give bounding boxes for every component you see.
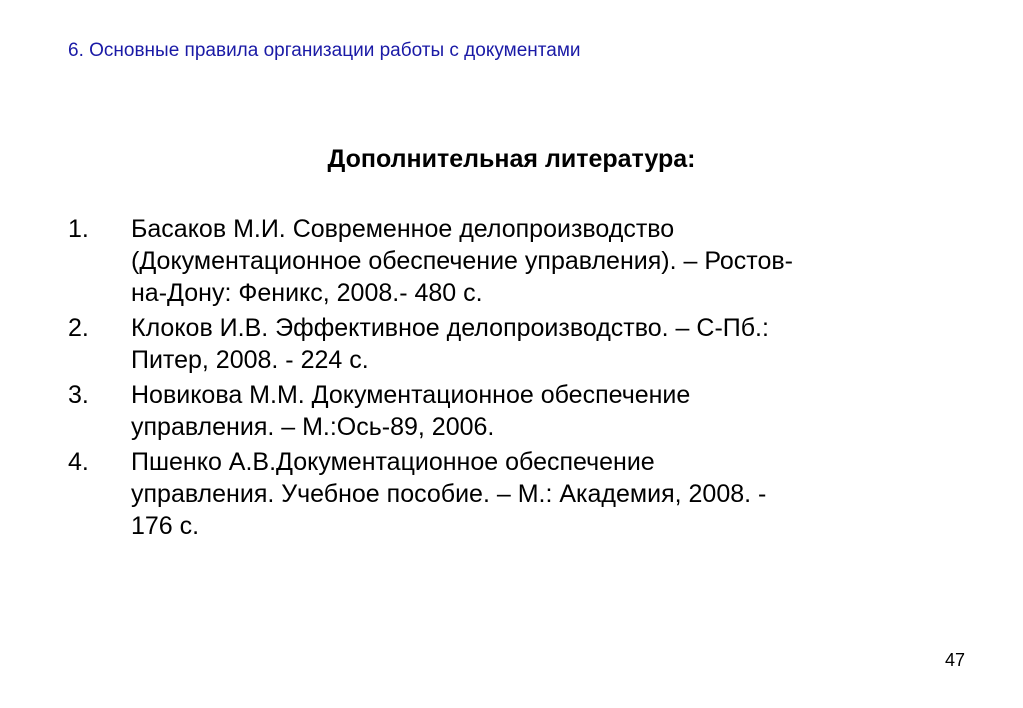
reference-line: Клоков И.В. Эффективное делопроизводство. – С-Пб.:: [131, 314, 769, 342]
reference-line: Новикова М.М. Документационное обеспечение: [131, 381, 691, 409]
reference-item: [68, 379, 968, 443]
slide-header-title: 6. Основные правила организации работы с документами: [68, 40, 581, 61]
reference-line: Басаков М.И. Современное делопроизводство: [131, 215, 675, 243]
reference-line: на-Дону: Феникс, 2008.- 480 с.: [131, 279, 483, 307]
reference-line: управления. – М.:Ось-89, 2006.: [131, 413, 495, 441]
reference-item: [68, 312, 968, 376]
reference-number: 3.: [68, 381, 89, 409]
reference-item: [68, 446, 968, 542]
reference-text: [131, 379, 966, 443]
reference-line: управления. Учебное пособие. – М.: Академия, 2008. -: [131, 480, 767, 508]
section-title: Дополнительная литература:: [327, 145, 696, 173]
reference-line: Пшенко А.В.Документационное обеспечение: [131, 448, 655, 476]
reference-text: [131, 213, 966, 309]
reference-number: 2.: [68, 314, 89, 342]
page-number: 47: [944, 650, 965, 670]
reference-number: 4.: [68, 448, 89, 476]
reference-item: [68, 213, 968, 309]
reference-list: [68, 213, 968, 545]
reference-text: [131, 312, 966, 376]
reference-line: Питер, 2008. - 224 с.: [131, 346, 369, 374]
reference-text: [131, 446, 966, 542]
reference-number: 1.: [68, 215, 89, 243]
reference-line: 176 с.: [131, 512, 200, 540]
reference-line: (Документационное обеспечение управления). – Ростов-: [131, 247, 793, 275]
